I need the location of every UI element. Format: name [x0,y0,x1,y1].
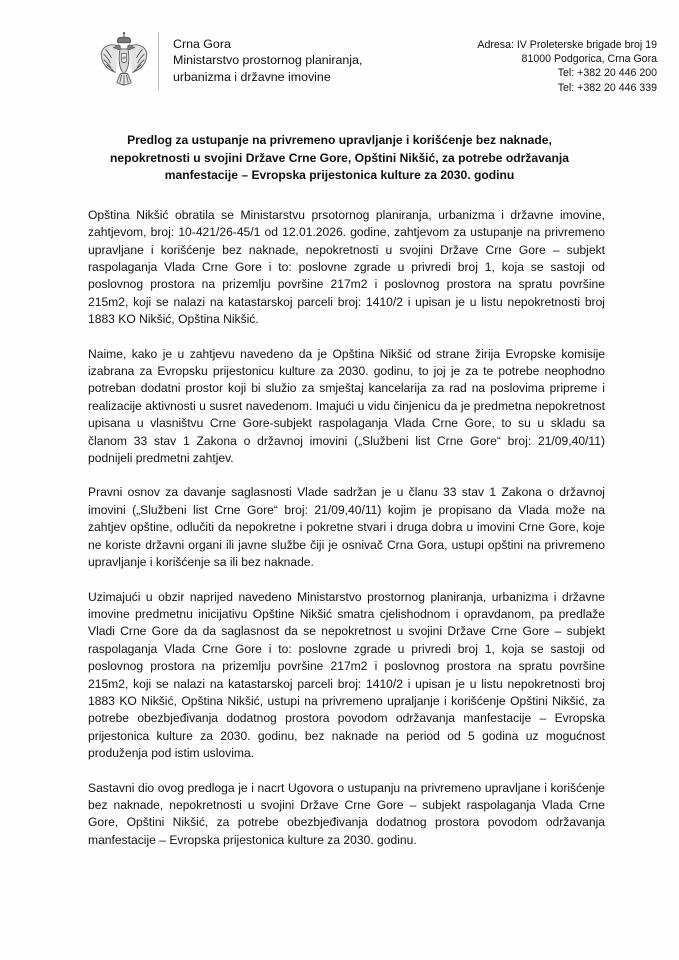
paragraph: Pravni osnov za davanje saglasnosti Vlade sadržan je u članu 33 stav 1 Zakona o državnoj imovini („Službeni list Crne Gore“ broj: 21/09,40/11) kojim je propisano da Vlada može na zahtjev opštine, odlučiti da nepokretne i pokretne stvari i druga dobra u imovini Crne Gore, koje ne koriste državni organi ili javne službe čiji je osnivač Crna Gora, ustupi opštini na privremeno upravljanje i korišćenje sa ili bez naknade. [88,485,605,570]
paragraph: Uzimajući u obzir naprijed navedeno Ministarstvo prostornog planiranja, urbanizma i državne imovine predmetnu inicijativu Opštine Nikšić smatra cjelishodnom i opravdanom, pa predlaže Vladi Crne Gore da da saglasnost da se nepokretnost u svojini Države Crne Gore – subjekt raspolaganja Vlada Crne Gore i to: poslovne zgrade u privredi broj 1, koja se sastoji od poslovnog prostora na prizemlju površine 217m2 i poslovnog prostora na spratu površine 215m2, koji se nalazi na katastarskoj parceli broj: 1410/2 i upisan je u listu nepokretnosti broj 1883 KO Nikšić, Opština Nikšić, ustupi na privremeno upraljanje i korišćenje Opštini Nikšić, za potrebe obezbjeđivanja dodatnog prostora povodom održavanja manfestacije – Evropska prijestonica kulture za 2030. godinu, bez naknade na period od 5 godina uz mogućnost produženja pod istim uslovima. [88,589,605,761]
paragraph: Naime, kako je u zahtjevu navedeno da je Opština Nikšić od strane žirija Evropske komisije izabrana za Evropsku prijestonicu kulture za 2030. godinu, to joj je za te potrebe neophodno potreban dodatni prostor koji bi služio za smještaj kancelarija za rad na poslovima pripreme i realizacije aktivnosti u susret navedenom. Imajući u vidu činjenicu da je predmetna nepokretnost upisana u vlasništvu Crne Gore-subjekt raspolaganja Vlada Crne Gore, to su u skladu sa članom 33 stav 1 Zakona o državnoj imovini („Službeni list Crne Gore“ broj: 21/09,40/11) podnijeli predmetni zahtjev. [88,346,605,466]
address-street: Adresa: IV Proleterske brigade broj 19 [477,39,657,51]
paragraph: Sastavni dio ovog predloga je i nacrt Ugovora o ustupanju na privremeno upravljane i korišćenje bez naknade, nepokretnosti u svojini Države Crne Gore – subjekt raspolaganja Vlada Crne Gore, Opštini Nikšić, za potrebe obezbjeđivanja dodatnog prostora povodom održavanja manfestacije – Evropska prijestonica kulture za 2030. godinu. [88,780,605,847]
letterhead [0,0,679,96]
letterhead-left [96,28,362,96]
montenegro-coat-of-arms-icon [96,30,152,92]
document-body [88,207,605,849]
title-line-3: manfestacije – Evropska prijestonica kulture za 2030. godinu [164,168,515,183]
org-line-country: Crna Gora [173,37,231,51]
address-phone-2: Tel: +382 20 446 339 [557,81,657,94]
title-line-2: nepokretnosti u svojini Države Crne Gore, Opštini Nikšić, za potrebe održavanja [109,150,569,165]
title-line-1: Predlog za ustupanje na privremeno upravljanje i korišćenje bez naknade, [127,133,552,147]
document-title [84,132,595,185]
paragraph: Opština Nikšić obratila se Ministarstvu prsotornog planiranja, urbanizma i državne imovine, zahtjevom, broj: 10-421/26-45/1 od 12.01.2026. godine, zahtjevom za ustupanje na privremeno upravljane i korišćenje bez naknade, nepokretnosti u svojini Države Crne Gore – subjekt raspolaganja Vlada Crne Gore i to: poslovne zgrade u privredi broj 1, koja se sastoji od poslovnog prostora na prizemlju površine 217m2 i poslovnog prostora na spratu površine 215m2, koji se nalazi na katastarskoj parceli broj: 1410/2 i upisan je u listu nepokretnosti broj 1883 KO Nikšić, Opština Nikšić. [88,207,605,327]
letterhead-divider [158,32,159,90]
org-line-ministry-1: Ministarstvo prostornog planiranja, [173,53,363,68]
org-line-ministry-2: urbanizma i državne imovine [173,69,331,84]
organization-name [173,28,362,85]
address-city: 81000 Podgorica, Crna Gora [521,53,657,66]
address-phone-1: Tel: +382 20 446 200 [557,67,657,80]
address-block [477,28,665,95]
